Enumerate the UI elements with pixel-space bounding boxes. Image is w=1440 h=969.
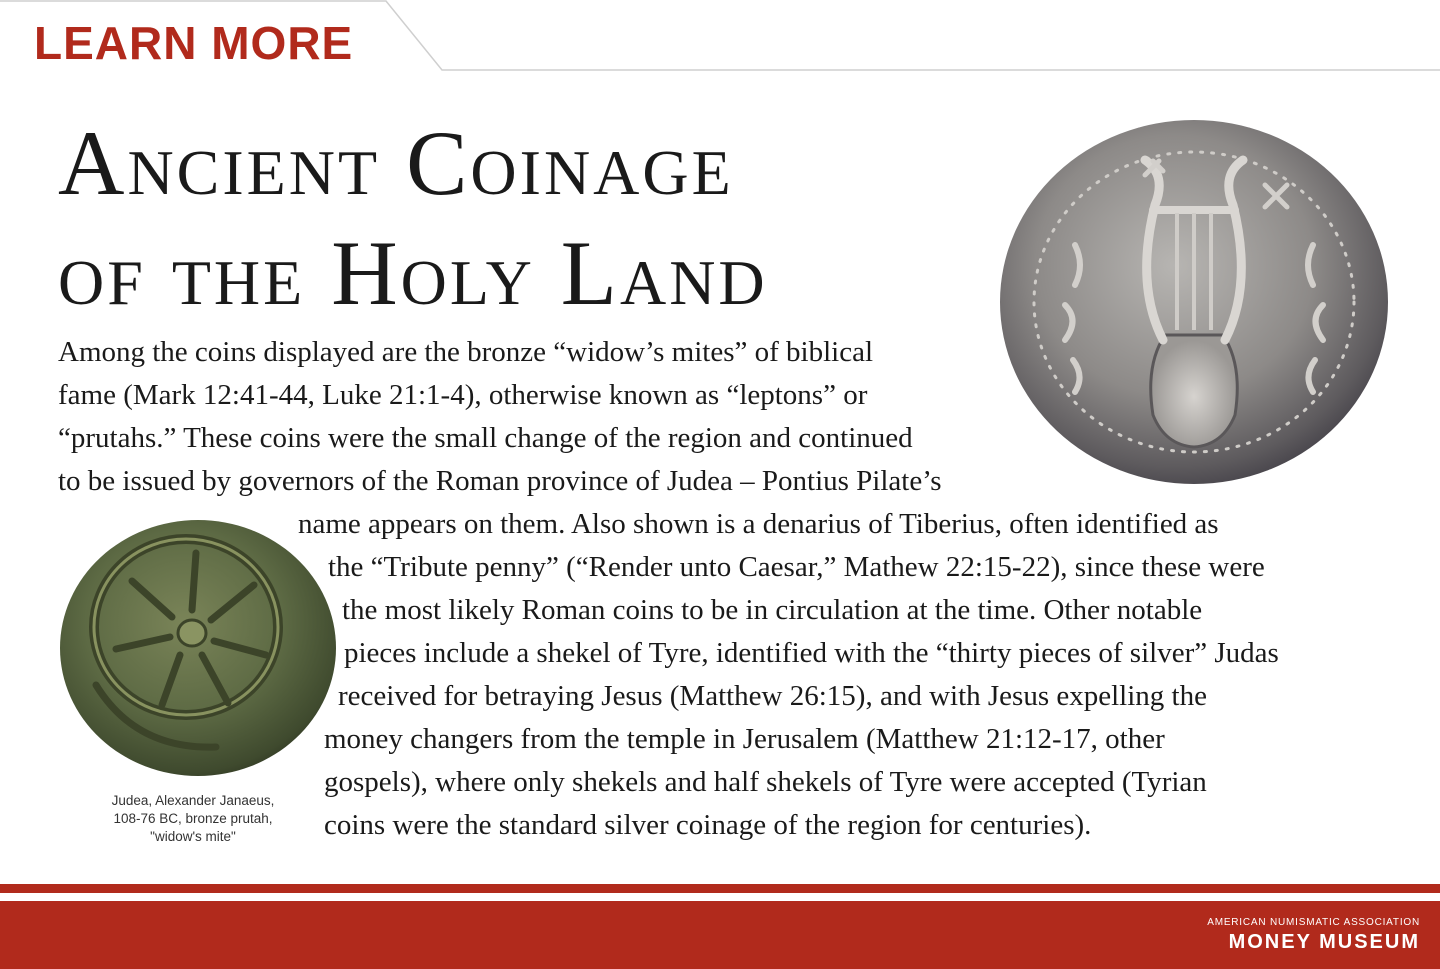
body-line: coins were the standard silver coinage of the region for centuries). [324, 809, 1092, 841]
footer-divider [0, 884, 1440, 893]
caption-line-3: "widow's mite" [150, 829, 236, 844]
title-line-2: of the Holy Land [58, 222, 768, 324]
body-line: name appears on them. Also shown is a denarius of Tiberius, often identified as [298, 508, 1219, 540]
body-line: pieces include a shekel of Tyre, identified with the “thirty pieces of silver” Judas [344, 637, 1279, 669]
body-line: fame (Mark 12:41-44, Luke 21:1-4), otherwise known as “leptons” or [58, 379, 868, 411]
body-line: the most likely Roman coins to be in circulation at the time. Other notable [342, 594, 1203, 626]
title-line-1: Ancient Coinage [58, 112, 734, 214]
body-line: “prutahs.” These coins were the small change of the region and continued [58, 422, 913, 454]
body-line: Among the coins displayed are the bronze “widow’s mites” of biblical [58, 336, 874, 368]
body-line: received for betraying Jesus (Matthew 26:15), and with Jesus expelling the [338, 680, 1207, 712]
body-line: the “Tribute penny” (“Render unto Caesar,” Mathew 22:15-22), since these were [328, 551, 1265, 583]
page-title [58, 108, 768, 328]
caption-line-1: Judea, Alexander Janaeus, [111, 793, 275, 808]
coin-caption [80, 792, 306, 846]
silver-coin-image [995, 115, 1393, 489]
org-name-logo: MONEY MUSEUM [1228, 931, 1420, 953]
body-line: money changers from the temple in Jerusalem (Matthew 21:12-17, other [324, 723, 1165, 755]
body-line: gospels), where only shekels and half shekels of Tyre were accepted (Tyrian [324, 766, 1207, 798]
footer-band [0, 901, 1440, 969]
learn-more-label: LEARN MORE [34, 17, 354, 69]
body-line: to be issued by governors of the Roman province of Judea – Pontius Pilate’s [58, 465, 942, 497]
org-name-small: AMERICAN NUMISMATIC ASSOCIATION [1207, 917, 1420, 928]
bronze-coin-image [56, 515, 340, 781]
caption-line-2: 108-76 BC, bronze prutah, [113, 811, 273, 826]
